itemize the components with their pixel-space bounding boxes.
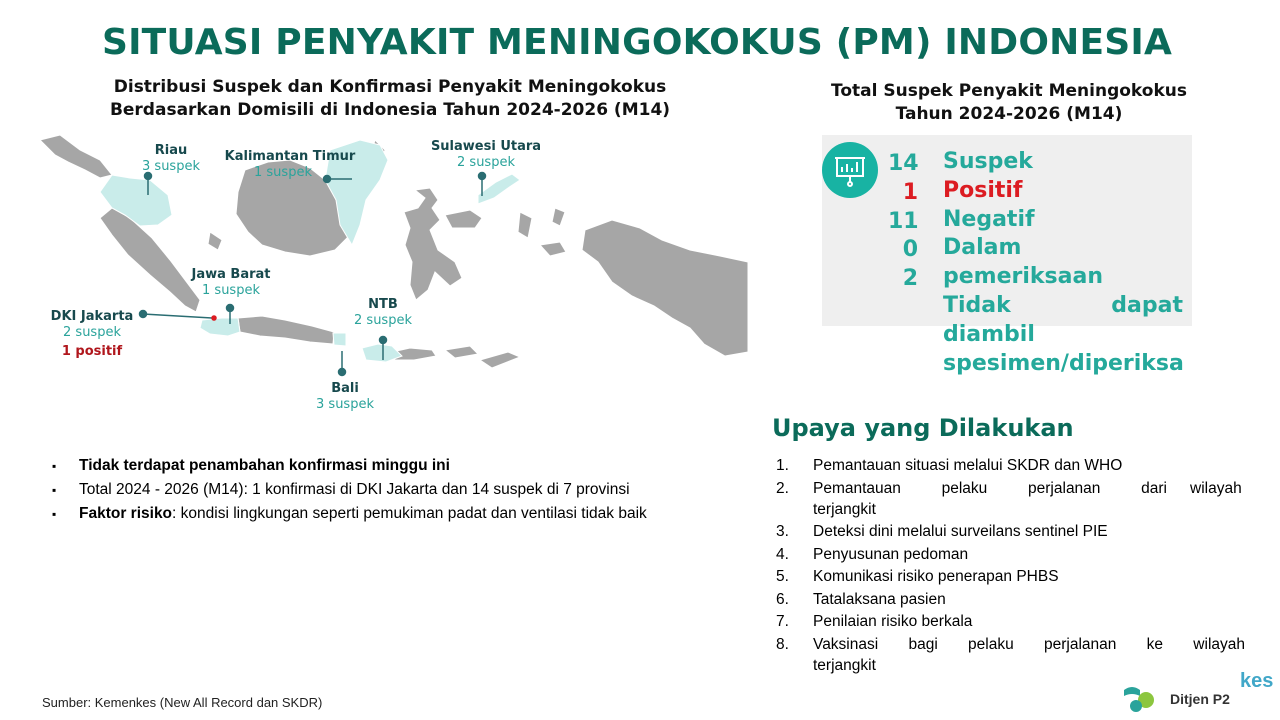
bullet-icon: ▪: [52, 483, 57, 497]
region-label-sulawesi-utara: Sulawesi Utara 2 suspek: [430, 139, 542, 170]
list-item: 2. Pemantauan pelaku perjalanan dari wilayah terjangkit: [776, 479, 1242, 518]
ditjen-logo-icon: [1122, 684, 1162, 719]
list-item: 3. Deteksi dini melalui surveilans sentinel PIE: [776, 523, 1108, 540]
wilayah-text: wilayah: [1190, 479, 1242, 497]
total-values: [888, 150, 918, 294]
section-title-upaya: Upaya yang Dilakukan: [772, 414, 1074, 442]
total-label-tidak-dapat-2: spesimen/diperiksa: [943, 350, 1184, 376]
total-label-pemeriksaan: Dalam pemeriksaan: [943, 235, 1103, 290]
list-item: 5. Komunikasi risiko penerapan PHBS: [776, 568, 1059, 585]
bullet-icon: ▪: [52, 459, 57, 473]
list-item: 4. Penyusunan pedoman: [776, 545, 969, 563]
region-label-bali: Bali 3 suspek: [316, 381, 374, 412]
total-title: [800, 80, 1218, 126]
total-value-suspek: 14: [888, 151, 919, 176]
region-label-riau: Riau 3 suspek: [142, 143, 200, 174]
total-label-tidak-dapat: Tidak dapat diambil: [943, 292, 1183, 347]
key-points: [48, 456, 708, 528]
presentation-chart-icon: [822, 142, 878, 198]
total-label-negatif: Negatif: [943, 206, 1035, 232]
list-item: ▪ Total 2024 - 2026 (M14): 1 konfirmasi di DKI Jakarta dan 14 suspek di 7 provinsi: [52, 481, 630, 498]
list-item: 1. Pemantauan situasi melalui SKDR dan WHO: [776, 457, 1123, 474]
total-title-line1: Total Suspek Penyakit Meningokokus: [831, 81, 1187, 101]
total-label-positif: Positif: [943, 177, 1023, 203]
source-note: Sumber: Kemenkes (New All Record dan SKDR): [42, 695, 323, 710]
region-label-dki-jakarta: DKI Jakarta 2 suspek 1 positif: [50, 309, 134, 359]
bullet-icon: ▪: [52, 507, 57, 521]
page-title: SITUASI PENYAKIT MENINGOKOKUS (PM) INDONESIA: [101, 22, 1173, 63]
region-label-jawa-barat: Jawa Barat 1 suspek: [191, 267, 271, 298]
total-labels: [943, 148, 1183, 378]
total-value-negatif: 11: [888, 208, 919, 234]
total-value-positif: 1: [902, 179, 918, 205]
total-value-tidak-dapat: 2: [902, 266, 918, 292]
total-title-line2: Tahun 2024-2026 (M14): [895, 104, 1123, 124]
map-title-line1: Distribusi Suspek dan Konfirmasi Penyakit Meningokokus: [113, 77, 667, 97]
risk-factor-label: Faktor risiko: [79, 505, 173, 522]
indonesia-map: [0, 120, 760, 420]
map-title: [70, 76, 710, 122]
logo-text: Ditjen P2: [1170, 691, 1230, 707]
list-item: [48, 504, 708, 524]
risk-factor-text: : kondisi lingkungan seperti pemukiman padat dan ventilasi tidak baik: [172, 505, 647, 522]
map-title-line2: Berdasarkan Domisili di Indonesia Tahun 2024-2026 (M14): [109, 100, 671, 120]
list-item: ▪ Tidak terdapat penambahan konfirmasi minggu ini: [52, 457, 450, 474]
upaya-list: [776, 455, 1256, 677]
list-item: 6. Tatalaksana pasien: [776, 590, 946, 608]
logo-kes: kes: [1240, 670, 1274, 692]
total-value-pemeriksaan: 0: [902, 237, 918, 263]
region-label-kalimantan-timur: Kalimantan Timur 1 suspek: [224, 149, 356, 180]
total-label-suspek: Suspek: [943, 149, 1033, 174]
region-label-ntb: NTB 2 suspek: [354, 297, 412, 328]
list-item: 7. Penilaian risiko berkala: [776, 613, 973, 630]
list-item: 8. Vaksinasi bagi pelaku perjalanan ke wilayah terjangkit: [776, 635, 1245, 674]
